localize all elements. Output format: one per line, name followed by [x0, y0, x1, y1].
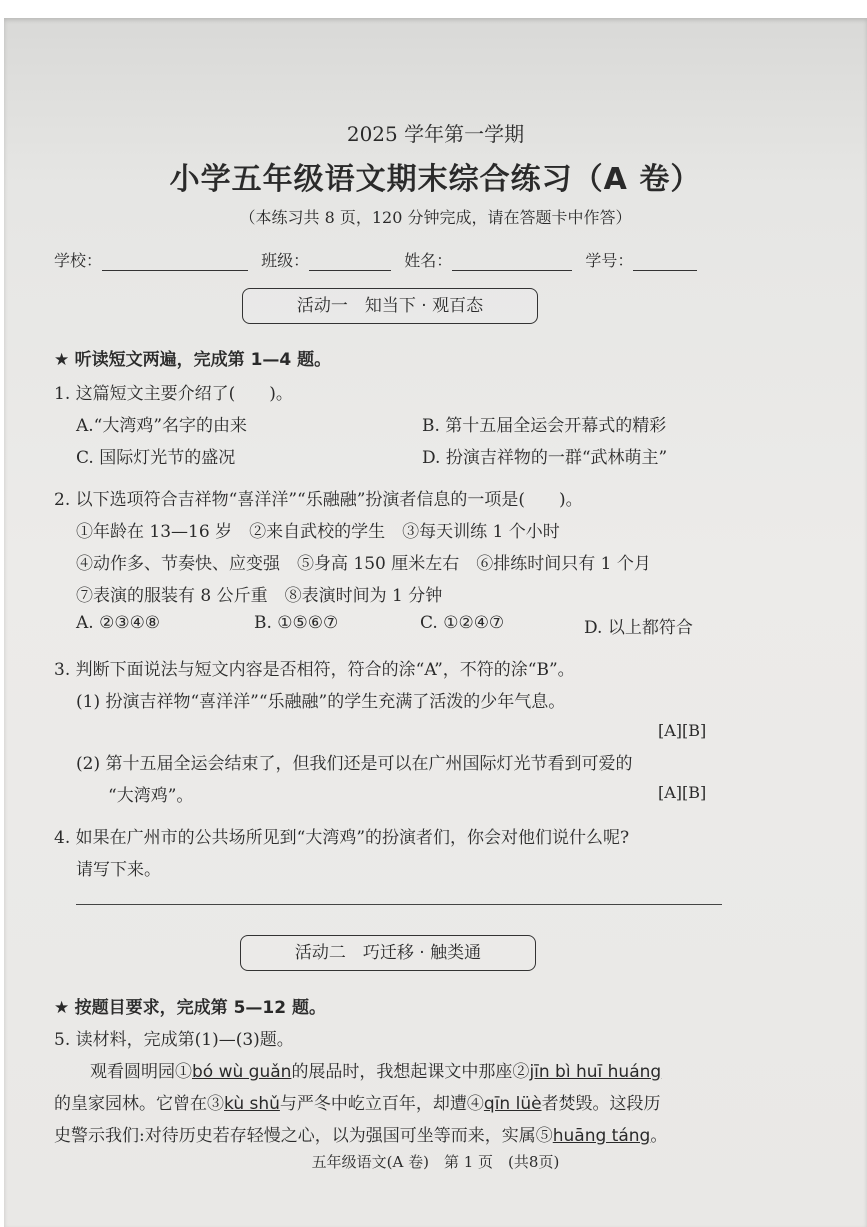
q4-answer-line[interactable] — [76, 904, 722, 905]
school-field[interactable] — [102, 252, 248, 271]
student-number-field[interactable] — [633, 252, 697, 271]
q2-info-line1: ①年龄在 13—16 岁 ②来自武校的学生 ③每天训练 1 个小时 — [76, 522, 560, 542]
q3-statement-2-cont: “大湾鸡”。 — [108, 786, 194, 806]
q4-stem: 4. 如果在广州市的公共场所见到“大湾鸡”的扮演者们，你会对他们说什么呢? — [54, 828, 630, 848]
q1-option-d: D. 扮演吉祥物的一群“武林萌主” — [422, 448, 668, 468]
activity2-instruction — [54, 993, 326, 1018]
school-label: 学校： — [54, 251, 103, 270]
page-title: 小学五年级语文期末综合练习（A 卷） — [169, 162, 702, 197]
q4-stem-cont: 请写下来。 — [76, 860, 161, 880]
q1-option-c: C. 国际灯光节的盛况 — [76, 448, 236, 468]
activity1-instruction-text: 听读短文两遍，完成第 1—4 题。 — [74, 350, 332, 370]
q2-option-a: A. ②③④⑧ — [76, 613, 161, 633]
passage-text: 与严冬中屹立百年，却遭④ — [279, 1094, 484, 1114]
star-icon: ★ — [54, 998, 70, 1018]
pinyin-blank-3: kù shǔ — [224, 1094, 280, 1114]
passage-text: 。 — [650, 1126, 668, 1146]
student-number-label: 学号： — [585, 251, 634, 270]
name-field[interactable] — [452, 252, 572, 271]
passage-text: 观看圆明园① — [90, 1062, 192, 1082]
student-info-row — [54, 248, 697, 271]
q2-option-c: C. ①②④⑦ — [420, 613, 505, 633]
pinyin-blank-1: bó wù guǎn — [192, 1062, 292, 1082]
q5-passage-line3 — [54, 1121, 667, 1146]
q2-info-line2: ④动作多、节奏快、应变强 ⑤身高 150 厘米左右 ⑥排练时间只有 1 个月 — [76, 554, 651, 574]
pinyin-blank-5: huāng táng — [552, 1126, 651, 1146]
q2-stem: 2. 以下选项符合吉祥物“喜洋洋”“乐融融”扮演者信息的一项是( )。 — [54, 490, 583, 510]
q1-stem: 1. 这篇短文主要介绍了( )。 — [54, 384, 293, 404]
q2-option-d: D. 以上都符合 — [584, 618, 693, 638]
passage-text: 的展品时，我想起课文中那座② — [291, 1062, 530, 1082]
q1-option-b: B. 第十五届全运会开幕式的精彩 — [422, 416, 667, 436]
q3-answer-choice-2[interactable]: [A][B] — [658, 783, 707, 802]
name-label: 姓名： — [404, 251, 453, 270]
q3-statement-2: (2) 第十五届全运会结束了，但我们还是可以在广州国际灯光节看到可爱的 — [76, 754, 633, 774]
exam-instructions: （本练习共 8 页，120 分钟完成，请在答题卡中作答） — [239, 208, 632, 227]
page-footer: 五年级语文(A 卷) 第 1 页 (共8页) — [311, 1153, 560, 1171]
q1-option-a: A.“大湾鸡”名字的由来 — [76, 416, 248, 436]
passage-text: 史警示我们:对待历史若存轻慢之心，以为强国可坐等而来，实属⑤ — [54, 1126, 553, 1146]
class-label: 班级： — [261, 251, 310, 270]
exam-page — [4, 18, 867, 1227]
q2-option-b: B. ①⑤⑥⑦ — [254, 613, 339, 633]
passage-text: 者焚毁。这段历 — [541, 1094, 661, 1114]
q3-statement-1: (1) 扮演吉祥物“喜洋洋”“乐融融”的学生充满了活泼的少年气息。 — [76, 692, 566, 712]
q2-info-line3: ⑦表演的服装有 8 公斤重 ⑧表演时间为 1 分钟 — [76, 586, 443, 606]
star-icon: ★ — [54, 350, 70, 370]
q5-passage-line1 — [90, 1057, 661, 1082]
activity2-heading: 活动二 巧迁移 · 触类通 — [240, 935, 536, 971]
passage-text: 的皇家园林。它曾在③ — [54, 1094, 224, 1114]
term-label: 2025 学年第一学期 — [346, 122, 525, 146]
activity2-instruction-text: 按题目要求，完成第 5—12 题。 — [74, 998, 326, 1018]
activity1-heading: 活动一 知当下 · 观百态 — [242, 288, 538, 324]
class-field[interactable] — [309, 252, 391, 271]
q5-stem: 5. 读材料，完成第(1)—(3)题。 — [54, 1030, 294, 1050]
q3-answer-choice-1[interactable]: [A][B] — [658, 721, 707, 740]
activity1-instruction — [54, 345, 331, 370]
pinyin-blank-2: jīn bì huī huáng — [529, 1062, 662, 1082]
q5-passage-line2 — [54, 1089, 661, 1114]
q3-stem: 3. 判断下面说法与短文内容是否相符，符合的涂“A”，不符的涂“B”。 — [54, 660, 575, 680]
pinyin-blank-4: qīn lüè — [483, 1094, 542, 1114]
